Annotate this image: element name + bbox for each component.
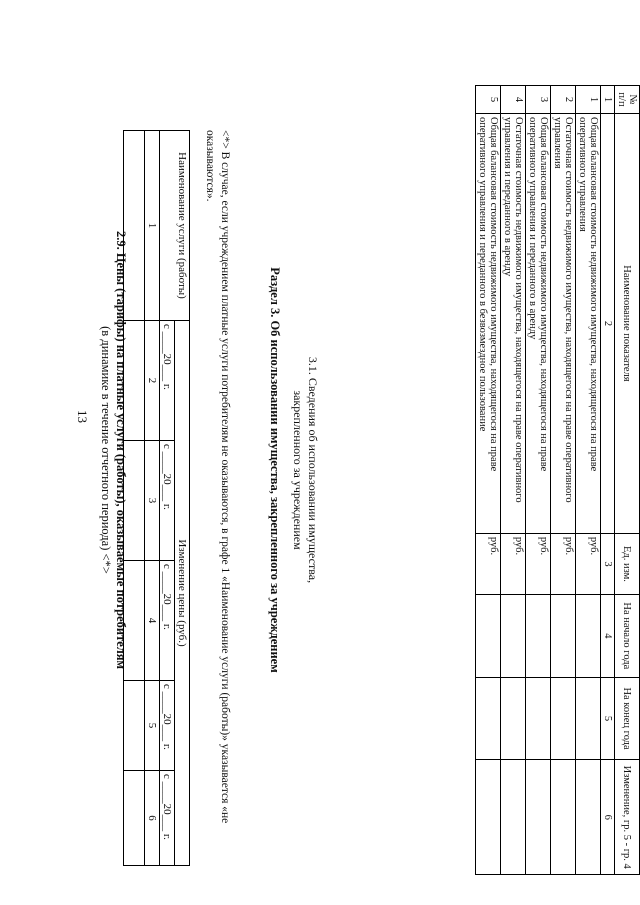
- property-header-unit: Ед. изм.: [615, 533, 640, 594]
- price-period-4: с ____20___ г.: [160, 681, 175, 771]
- price-period-1: с ____20___ г.: [160, 321, 175, 441]
- price-colnum-2: 2: [145, 321, 160, 441]
- price-header-service: Наименование услуги (работы): [160, 131, 190, 321]
- property-header-no: № п/п: [615, 86, 640, 114]
- row-start-value: [501, 595, 526, 678]
- price-empty-cell: [124, 441, 145, 561]
- price-empty-cell: [124, 681, 145, 771]
- property-colnum-4: 4: [601, 595, 615, 678]
- property-colnum-3: 3: [601, 533, 615, 594]
- row-unit: руб.: [576, 533, 601, 594]
- row-name: Общая балансовая стоимость недвижимого имущества, находящегося на праве оперативного управления и переданного в безвозмездное пользование: [476, 113, 501, 533]
- price-empty-row: [124, 131, 145, 866]
- row-name: Остаточная стоимость недвижимого имущества, находящегося на праве оперативного управления: [551, 113, 576, 533]
- price-colnum-6: 6: [145, 771, 160, 866]
- row-end-value: [476, 677, 501, 760]
- row-change-value: [526, 760, 551, 875]
- table-row: [551, 86, 576, 875]
- row-unit: руб.: [526, 533, 551, 594]
- row-number: 3: [526, 86, 551, 114]
- price-period-2: с ____20___ г.: [160, 441, 175, 561]
- price-empty-cell: [124, 131, 145, 321]
- row-end-value: [551, 677, 576, 760]
- property-header-end: На конец года: [615, 677, 640, 760]
- property-header-start: На начало года: [615, 595, 640, 678]
- price-table: [123, 130, 190, 866]
- row-change-value: [576, 760, 601, 875]
- section-2-9-title-line1: 2.9. Цены (тарифы) на платные услуги (работы), оказываемые потребителям: [114, 230, 128, 670]
- row-number: 5: [476, 86, 501, 114]
- section-3-1-title-line1: 3.1. Сведения об использовании имущества,: [306, 356, 320, 584]
- section-3-title: Раздел 3. Об использовании имущества, закрепленного за учреждением: [268, 267, 282, 673]
- property-colnum-6: 6: [601, 760, 615, 875]
- row-name: Остаточная стоимость недвижимого имущества, находящегося на праве оперативного управления и переданного в аренду: [501, 113, 526, 533]
- price-period-3: с ____20___ г.: [160, 561, 175, 681]
- price-colnum-3: 3: [145, 441, 160, 561]
- price-colnum-5: 5: [145, 681, 160, 771]
- row-number: 1: [576, 86, 601, 114]
- table-row: [476, 86, 501, 875]
- row-change-value: [551, 760, 576, 875]
- price-header-changes: Изменение цены (руб.): [175, 321, 190, 866]
- row-name: Общая балансовая стоимость недвижимого имущества, находящегося на праве оперативного управления: [576, 113, 601, 533]
- price-empty-cell: [124, 771, 145, 866]
- table-row: [576, 86, 601, 875]
- row-end-value: [576, 677, 601, 760]
- row-number: 4: [501, 86, 526, 114]
- row-unit: руб.: [476, 533, 501, 594]
- price-colnum-1: 1: [145, 131, 160, 321]
- table-row: [501, 86, 526, 875]
- row-start-value: [551, 595, 576, 678]
- price-footnote: <*> В случае, если учреждением платные услуги потребителям не оказываются, в графе 1 «Наименование услуги (работы)» указывается «не оказываются».: [204, 130, 231, 824]
- section-3-1-title-line2: закрепленного за учреждением: [291, 390, 305, 550]
- section-2-9-title-line2: (в динамике в течение отчетного периода) <*>: [99, 326, 113, 574]
- price-empty-cell: [124, 561, 145, 681]
- row-change-value: [501, 760, 526, 875]
- row-start-value: [476, 595, 501, 678]
- row-unit: руб.: [501, 533, 526, 594]
- row-end-value: [501, 677, 526, 760]
- property-table: [475, 85, 640, 875]
- row-name: Общая балансовая стоимость недвижимого имущества, находящегося на праве оперативного управления и переданного в аренду: [526, 113, 551, 533]
- table-row: [526, 86, 551, 875]
- property-colnum-5: 5: [601, 677, 615, 760]
- property-colnum-1: 1: [601, 86, 615, 114]
- property-header-change: Изменение, гр. 5 - гр. 4: [615, 760, 640, 875]
- property-colnum-2: 2: [601, 113, 615, 533]
- row-end-value: [526, 677, 551, 760]
- row-number: 2: [551, 86, 576, 114]
- row-start-value: [576, 595, 601, 678]
- property-header-name: Наименование показателя: [615, 113, 640, 533]
- row-start-value: [526, 595, 551, 678]
- page-number: 13: [75, 410, 90, 423]
- price-period-5: с ____20___ г.: [160, 771, 175, 866]
- row-unit: руб.: [551, 533, 576, 594]
- price-colnum-4: 4: [145, 561, 160, 681]
- price-empty-cell: [124, 321, 145, 441]
- section-3-1-title: [290, 160, 320, 780]
- row-change-value: [476, 760, 501, 875]
